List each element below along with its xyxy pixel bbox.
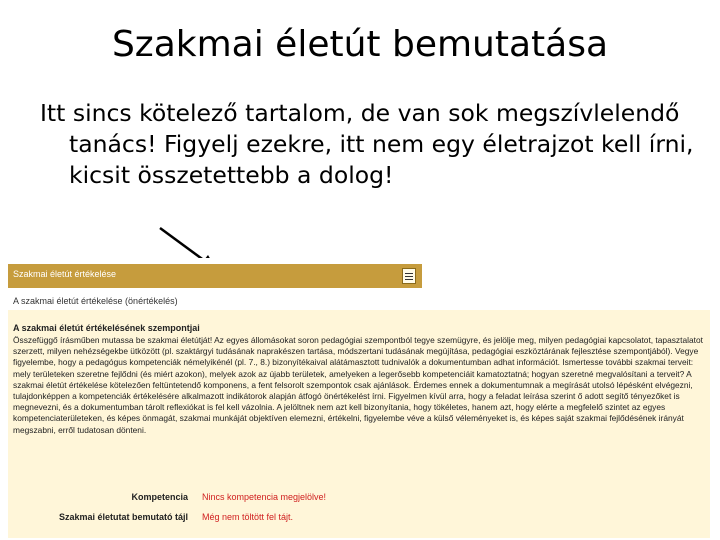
guidance-text: Összefüggő írásműben mutassa be szakmai életútját! Az egyes állomásokat soron pedagógiai szempontból tegye szemügyre, és jelölje meg, milyen pedagógiai kapcsolatot, tapasztalatot szerzett, milyen nehézségekbe ütközött (pl. szaktárgyi tudásának naprakészen tartása, módszertani tudásának megújítása, pedagógiai eszköztárának fejlesztése szempontjából). Vegye figyelembe, hogy a pedagógus kompetenciák némelyikénél (pl. 7., 8.) bizonyítékaival alátámasztott tudnivalók a dokumentumban adhat információt. Ismertesse további szakmai terveit: mely területeken szeretne fejlődni (és miért azokon), melyek azok az újabb területek, amelyeken a legerősebb kompetenciáit kamatoztatná; hogyan szeretné megvalósítani a terveit? A szakmai életút értékelése kötelezően feltüntetendő komponens, a fent felsorolt szempontok csak ajánlások. Érdemes ennek a dokumentumnak a megírását utolsó lépésként elvégezni, tulajdonképpen a kompetenciák értékelésére alkalmazott indikátorok alapján átfogó önértékelést írni. Figyelmen kívül arra, hogy a feladat leírása szerint ő adott segítő tényezőket is megnevezni, és a dokumentumban tárolt reflexiókat is fel kell vázolnia. A jelöltnek nem azt kell bizonyítania, hogy tökéletes, hanem azt, hogy elérte a megfelelő szintet az egyes kompetenciaterületeken, és képes önmagát, szakmai munkáját objektíven elemezni, értékelni, figyelembe véve a külső véleményeket is, és képes saját szakmai fejlődésének irányát megszabni, erről tudatosan dönteni. [13, 335, 703, 435]
edit-document-icon[interactable] [402, 268, 416, 284]
panel-header [8, 264, 422, 288]
competence-label: Kompetencia [131, 492, 188, 502]
career-file-value: Még nem töltött fel tájt. [202, 512, 294, 522]
career-file-label: Szakmai életutat bemutató tájl [58, 512, 188, 522]
panel-body [8, 310, 710, 538]
section-heading: A szakmai életút értékelésének szempontjai [13, 323, 200, 333]
panel-header-title: Szakmai életút értékelése [13, 269, 117, 279]
embedded-screenshot [8, 258, 714, 538]
competence-value: Nincs kompetencia megjelölve! [202, 492, 327, 502]
slide-title: Szakmai életút bemutatása [111, 24, 609, 65]
slide-body-text: Itt sincs kötelező tartalom, de van sok megszívlelendő tanács! Figyelj ezekre, itt nem egy életrajzot kell írni, kicsit összetettebb a dolog! [40, 99, 694, 189]
panel-subtitle: A szakmai életút értékelése (önértékelés) [13, 296, 178, 306]
